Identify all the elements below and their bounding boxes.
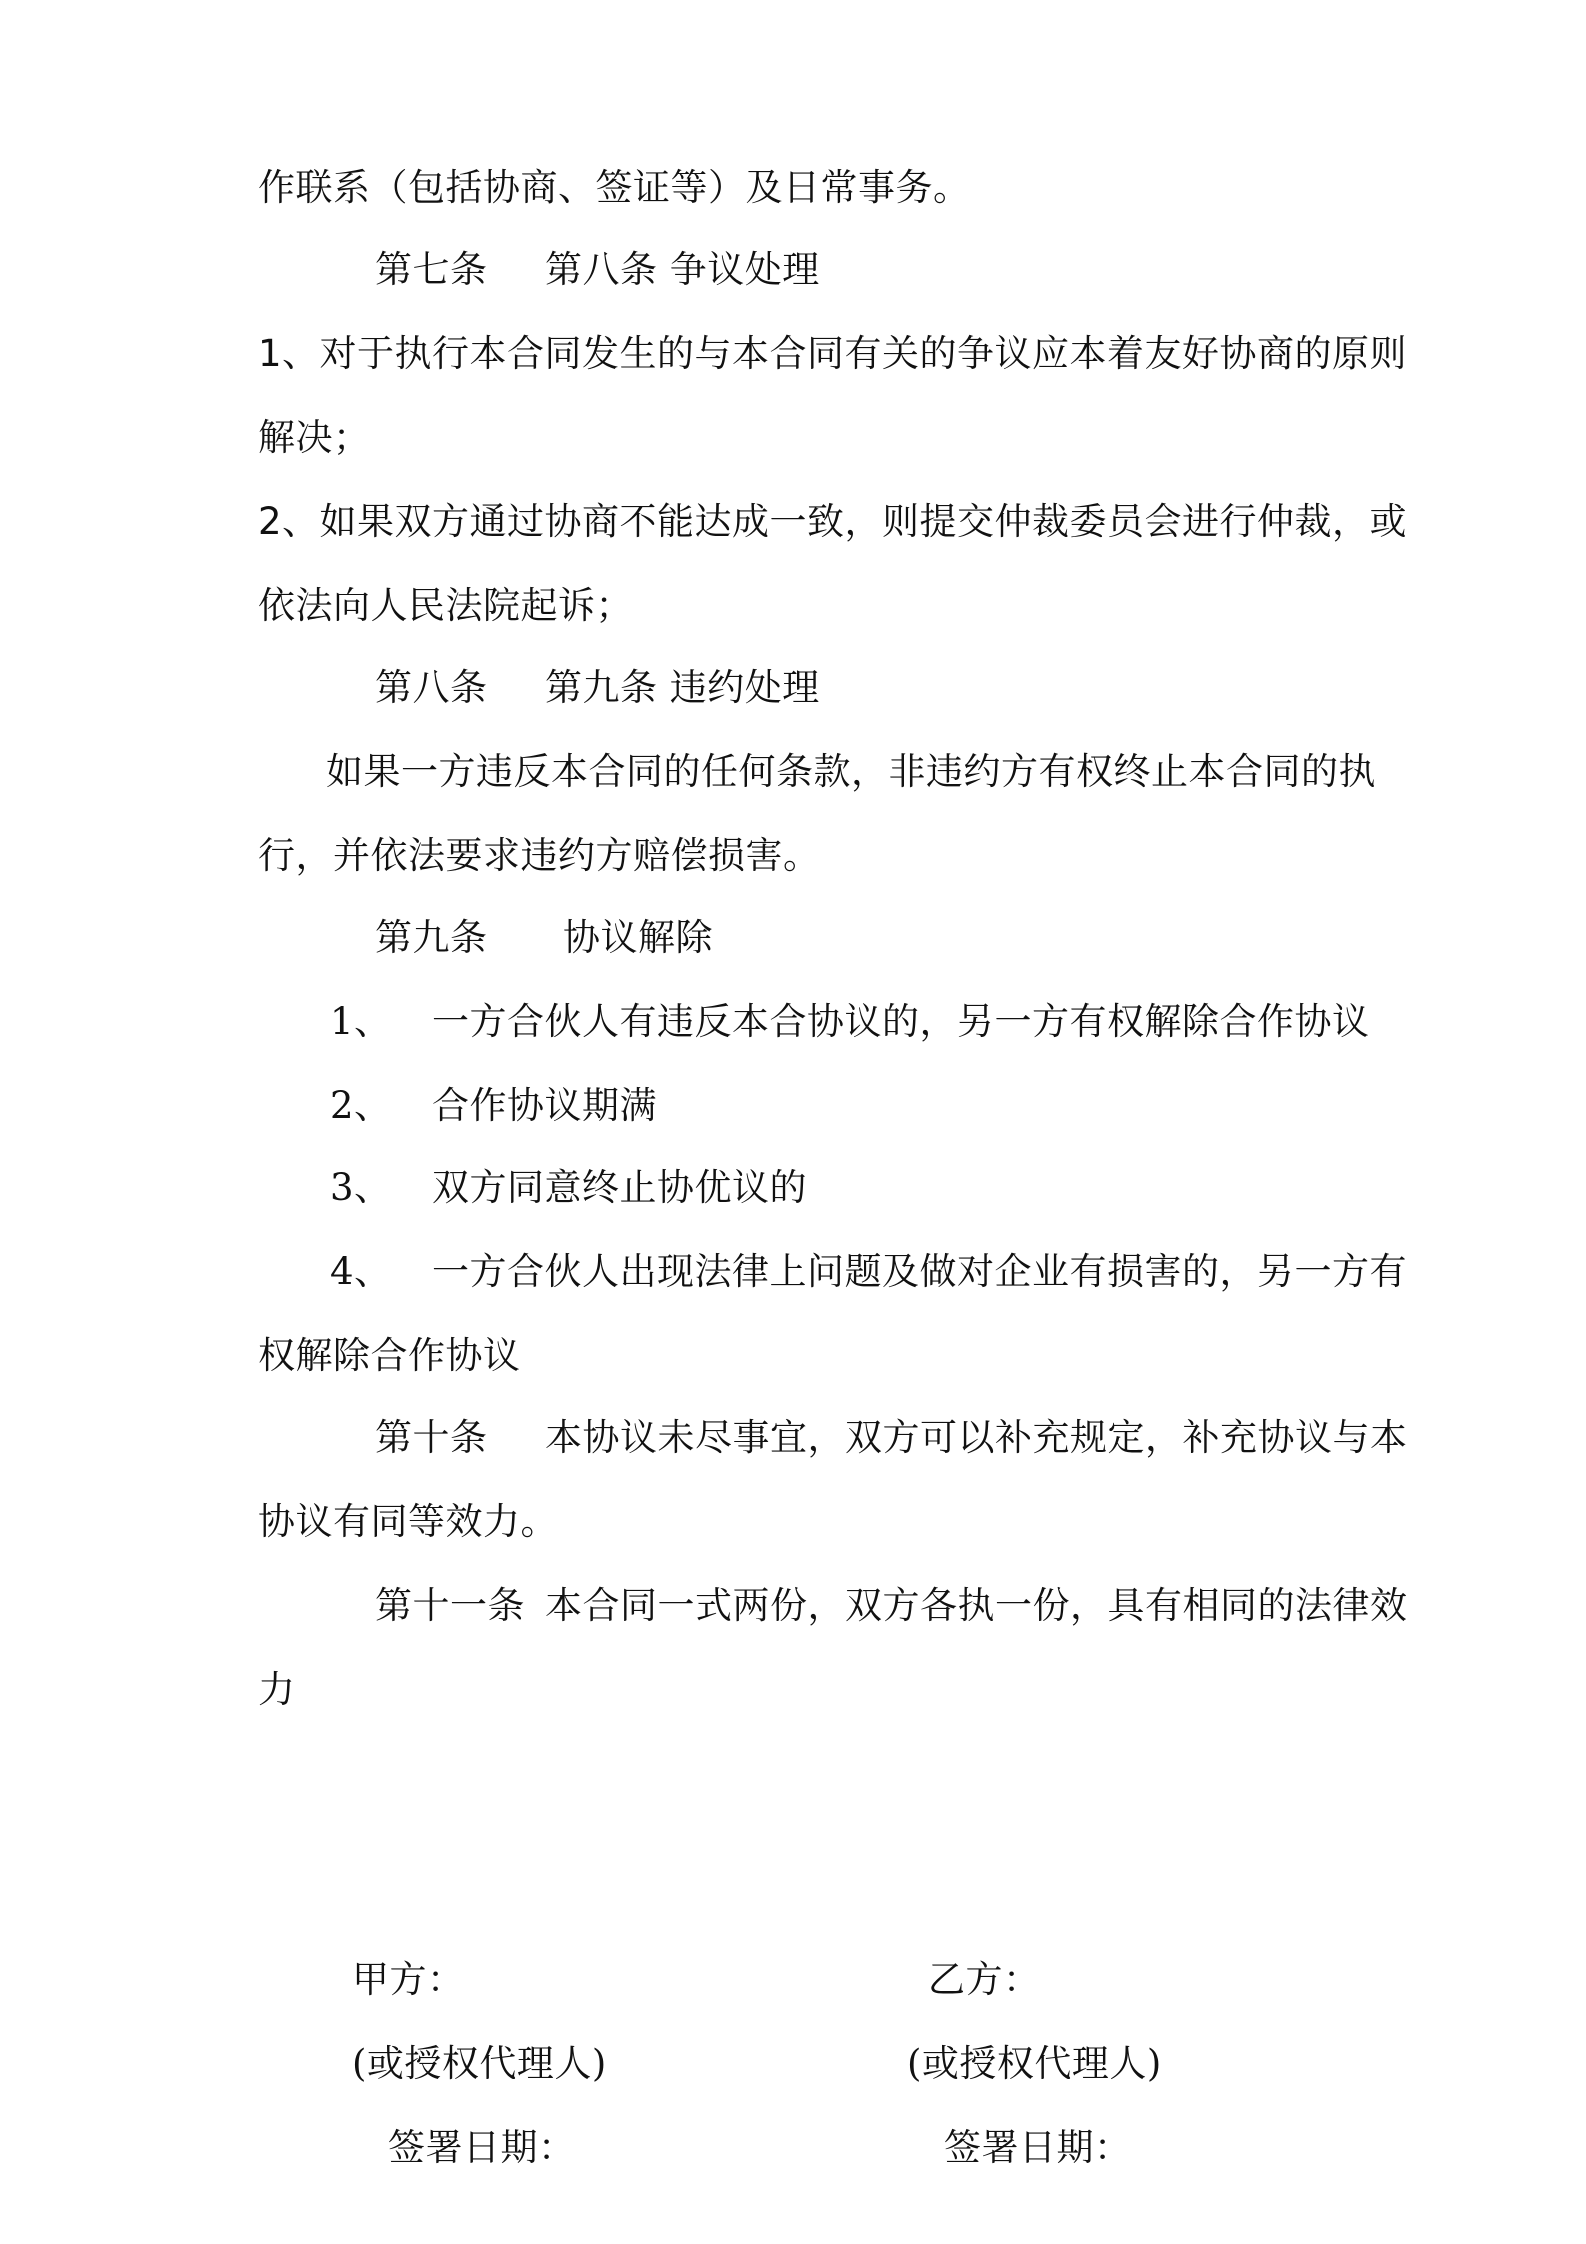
party-b-sign-date: 签署日期： [944, 2126, 1132, 2169]
article-number: 第十一条 [375, 1584, 525, 1627]
article-number: 第八条 [375, 666, 488, 709]
paragraph-line: 作联系（包括协商、签证等）及日常事务。 [258, 166, 971, 209]
article-title: 第八条 争议处理 [545, 248, 820, 291]
party-b-agent: (或授权代理人) [907, 2042, 1162, 2085]
article-number: 第七条 [375, 248, 488, 291]
article-number: 第十条 [375, 1416, 488, 1459]
article-title: 第九条 违约处理 [545, 666, 820, 709]
list-item-number: 2、 [330, 1084, 392, 1127]
paragraph-line: 解决； [258, 416, 371, 459]
paragraph-line: 权解除合作协议 [258, 1334, 521, 1377]
paragraph-line: 如果一方违反本合同的任何条款，非违约方有权终止本合同的执 [326, 750, 1376, 793]
paragraph-line: 力 [258, 1668, 296, 1711]
paragraph-line: 1、对于执行本合同发生的与本合同有关的争议应本着友好协商的原则 [258, 332, 1408, 375]
list-item-text: 合作协议期满 [432, 1084, 657, 1127]
list-item-number: 4、 [330, 1250, 392, 1293]
paragraph-line: 2、如果双方通过协商不能达成一致，则提交仲裁委员会进行仲裁，或 [258, 500, 1408, 543]
party-a-agent: (或授权代理人) [352, 2042, 607, 2085]
party-a-label: 甲方： [352, 1958, 465, 2001]
list-item-text: 一方合伙人出现法律上问题及做对企业有损害的，另一方有 [432, 1250, 1407, 1293]
article-number: 第九条 [375, 916, 488, 959]
list-item-number: 1、 [330, 1000, 392, 1043]
article-title: 协议解除 [563, 916, 713, 959]
paragraph-line: 协议有同等效力。 [258, 1500, 558, 1543]
paragraph-line: 行，并依法要求违约方赔偿损害。 [258, 834, 821, 877]
party-a-sign-date: 签署日期： [388, 2126, 576, 2169]
paragraph-line: 本协议未尽事宜，双方可以补充规定，补充协议与本 [545, 1416, 1408, 1459]
paragraph-line: 本合同一式两份，双方各执一份，具有相同的法律效 [545, 1584, 1408, 1627]
party-b-label: 乙方： [928, 1958, 1041, 2001]
paragraph-line: 依法向人民法院起诉； [258, 584, 633, 627]
list-item-text: 一方合伙人有违反本合协议的，另一方有权解除合作协议 [432, 1000, 1370, 1043]
list-item-number: 3、 [330, 1166, 392, 1209]
list-item-text: 双方同意终止协优议的 [432, 1166, 807, 1209]
